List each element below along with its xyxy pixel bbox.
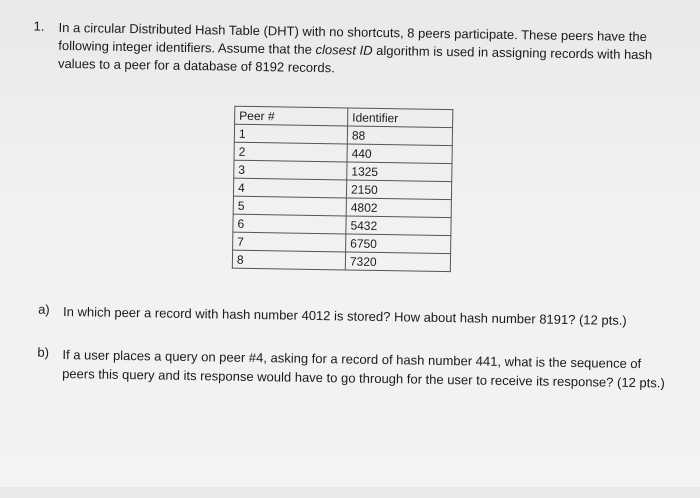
question-emphasis: closest ID [315, 41, 373, 58]
identifier-cell: 1325 [347, 162, 452, 182]
peer-number-cell: 1 [234, 124, 347, 144]
question-text-part-1: In a circular Distributed Hash Table (DHT) with no shortcuts, 8 peers participate. These peers have the following integer identifiers. Assume that the [58, 19, 648, 57]
peer-number-cell: 7 [233, 232, 346, 252]
question-number: 1. [33, 18, 45, 34]
question-text [58, 19, 671, 83]
identifier-cell: 440 [347, 144, 452, 164]
peer-number-cell: 3 [234, 160, 347, 180]
peer-number-cell: 4 [233, 178, 346, 198]
part-a-label: a) [38, 301, 50, 317]
peer-number-cell: 8 [232, 250, 345, 270]
identifier-cell: 5432 [346, 216, 451, 236]
table-body [232, 124, 452, 271]
peer-number-cell: 5 [233, 196, 346, 216]
header-peer: Peer # [235, 106, 348, 126]
part-b-label: b) [37, 344, 50, 360]
identifier-cell: 6750 [346, 234, 451, 254]
part-b-text: If a user places a query on peer #4, asking for a record of hash number 441, what is the sequence of peers this query and its response would have to go through for the user to receive its response? (12 pts.) [62, 347, 665, 391]
question-text-part-2: algorithm is used in assigning records with hash values to a peer for a database of 8192 records. [57, 42, 653, 76]
peer-number-cell: 6 [233, 214, 346, 234]
table-row [232, 250, 450, 271]
header-identifier: Identifier [348, 108, 453, 128]
identifier-cell: 88 [347, 126, 452, 146]
part-a-text: In which peer a record with hash number 4012 is stored? How about hash number 8191? (12 pts.) [62, 304, 627, 328]
peer-number-cell: 2 [234, 142, 347, 162]
identifier-cell: 7320 [345, 252, 450, 272]
identifier-cell: 2150 [346, 180, 451, 200]
identifier-cell: 4802 [346, 198, 451, 218]
peer-identifier-table [232, 106, 454, 272]
